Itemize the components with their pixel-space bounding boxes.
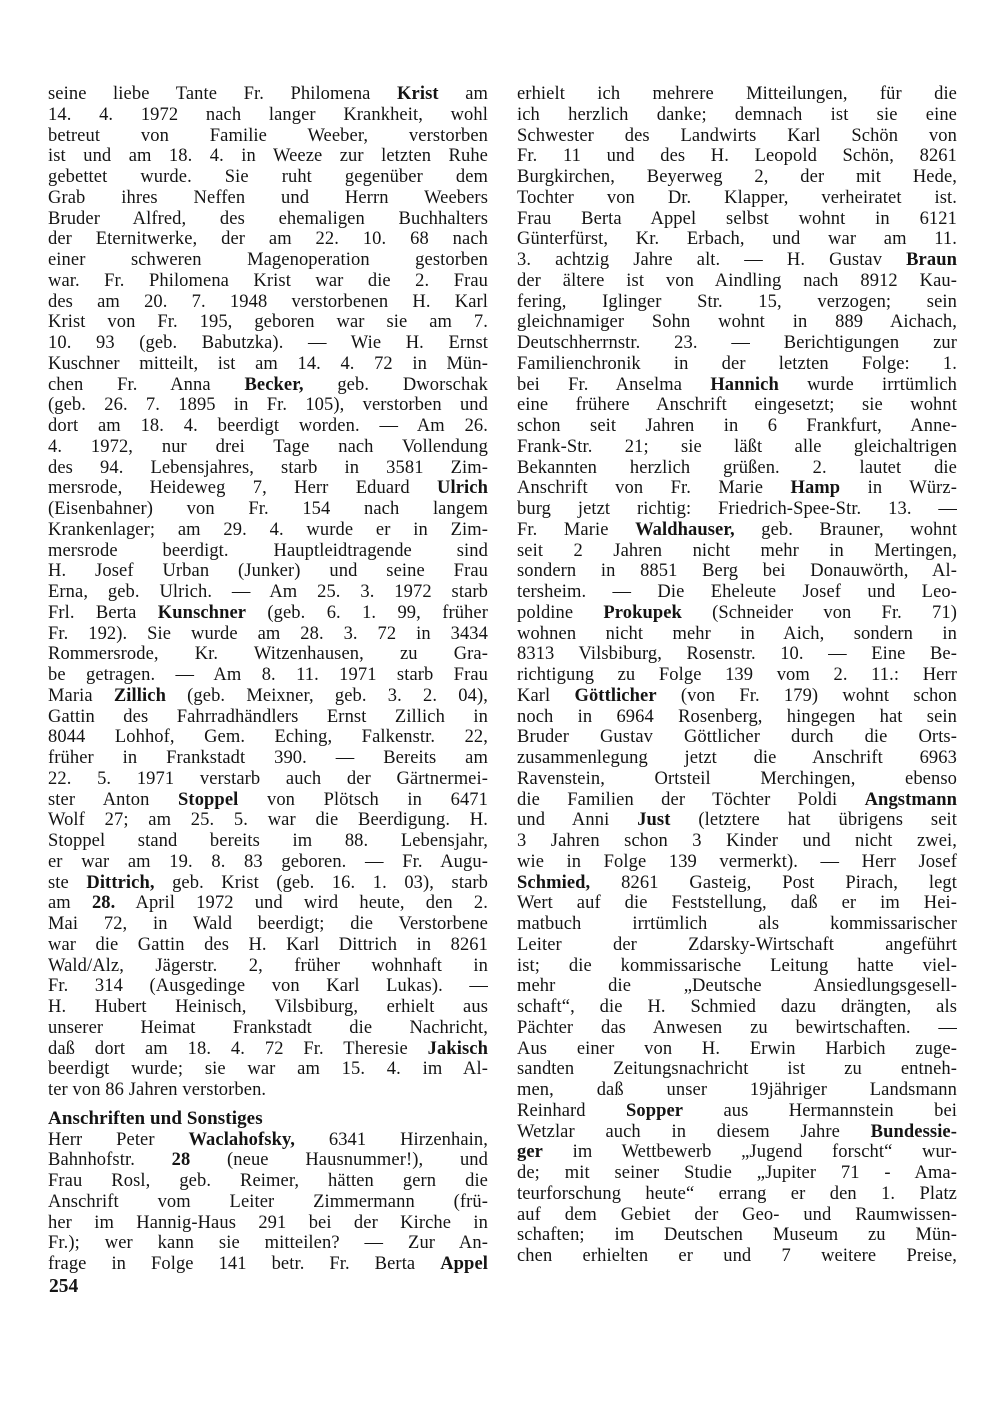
text-line: Bruder Gustav Göttlicher durch die Orts-	[517, 727, 957, 748]
text-line: matbuch irrtümlich als kommissarischer	[517, 914, 957, 934]
text-line: ste Dittrich, geb. Krist (geb. 16. 1. 03), starb	[48, 872, 488, 893]
text-columns	[48, 84, 957, 1275]
text-line: wie in Folge 139 vermerkt). — Herr Josef	[517, 851, 957, 872]
text-line: die Familien der Töchter Poldi Angstmann	[517, 789, 957, 810]
text-line: seine liebe Tante Fr. Philomena Krist am	[48, 84, 488, 104]
text-line: Pächter das Anwesen zu bewirtschaften. —	[517, 1017, 957, 1038]
text-line: Ravenstein, Ortsteil Merchingen, ebenso	[517, 768, 957, 789]
text-line: frage in Folge 141 betr. Fr. Berta Appel	[48, 1254, 488, 1274]
text-line: schaft“, die H. Schmied dazu drängten, als	[517, 997, 957, 1017]
text-line: 8313 Vilsbiburg, Rosenstr. 10. — Eine Be-	[517, 644, 957, 665]
text-line: daß dort am 18. 4. 72 Fr. Theresie Jakisch	[48, 1038, 488, 1059]
text-line: mehr die „Deutsche Ansiedlungsgesell-	[517, 976, 957, 997]
text-line: Anschrift vom Leiter Zimmermann (frü-	[48, 1191, 488, 1212]
text-line: wohnen nicht mehr in Aich, sondern in	[517, 623, 957, 644]
text-line: tersheim. — Die Eheleute Josef und Leo-	[517, 582, 957, 602]
text-line: Fr. Marie Waldhauser, geb. Brauner, wohnt	[517, 519, 957, 540]
text-line: mersrode, Heideweg 7, Herr Eduard Ulrich	[48, 478, 488, 499]
text-line: Herr Peter Waclahofsky, 6341 Hirzenhain,	[48, 1129, 488, 1150]
page-number: 254	[49, 1276, 79, 1297]
text-line: H. Hubert Heinisch, Vilsbiburg, erhielt aus	[48, 997, 488, 1017]
text-line: Deutschherrnstr. 23. — Berichtigungen zur	[517, 333, 957, 353]
text-line: Anschrift von Fr. Marie Hamp in Würz-	[517, 478, 958, 499]
text-line: gleichnamiger Sohn wohnt in 889 Aichach,	[517, 312, 957, 333]
text-line: ich herzlich danke; demnach ist sie eine	[517, 104, 957, 125]
text-line: der Eternitwerke, der am 22. 10. 68 nach	[48, 229, 488, 250]
text-line: Rommersrode, Kr. Witzenhausen, zu Gra-	[48, 644, 488, 665]
text-line: eine frühere Anschrift eingesetzt; sie wohnt	[517, 395, 957, 416]
text-line: her im Hannig-Haus 291 bei der Kirche in	[48, 1212, 488, 1233]
text-line: Erna, geb. Ulrich. — Am 25. 3. 1972 starb	[48, 582, 488, 602]
text-column-left	[48, 84, 488, 1275]
text-line: Fr. 192). Sie wurde am 28. 3. 72 in 3434	[48, 623, 488, 644]
text-line: Bekannten herzlich grüßen. 2. lautet die	[517, 457, 957, 478]
text-line: Frank-Str. 21; sie läßt alle gleichaltrigen	[517, 436, 957, 457]
text-line: Krist von Fr. 195, geboren war sie am 7.	[48, 312, 488, 333]
text-line: Tochter von Dr. Klapper, verheiratet ist.	[517, 187, 957, 208]
text-line: er war am 19. 8. 83 geboren. — Fr. Augu-	[48, 851, 488, 872]
text-line: Frau Rosl, geb. Reimer, hätten gern die	[48, 1171, 488, 1191]
text-column-right	[517, 84, 957, 1275]
section-heading: Anschriften und Sonstiges	[48, 1107, 263, 1129]
text-line: Wetzlar auch in diesem Jahre Bundessie-	[517, 1121, 957, 1142]
text-line: des am 20. 7. 1948 verstorbenen H. Karl	[48, 291, 488, 312]
text-line: (geb. 26. 7. 1895 in Fr. 105), verstorben und	[48, 395, 488, 416]
text-line: unserer Heimat Frankstadt die Nachricht,	[48, 1017, 488, 1038]
text-line: Frau Berta Appel selbst wohnt in 6121	[517, 208, 957, 229]
text-line: des 94. Lebensjahres, starb in 3581 Zim-	[48, 457, 488, 478]
text-line: 8044 Lohhof, Gem. Eching, Falkenstr. 22,	[48, 727, 488, 748]
text-line: ist und am 18. 4. in Weeze zur letzten Ruhe	[48, 146, 488, 167]
text-line: früher in Frankstadt 390. — Bereits am	[48, 748, 488, 768]
text-line: Maria Zillich (geb. Meixner, geb. 3. 2. 04),	[48, 685, 488, 706]
text-line: war die Gattin des H. Karl Dittrich in 8261	[48, 934, 488, 955]
text-line: Schmied, 8261 Gasteig, Post Pirach, legt	[517, 872, 957, 893]
text-line: teurforschung heute“ errang er den 1. Platz	[517, 1183, 957, 1204]
text-line: und Anni Just (letztere hat übrigens seit	[517, 810, 957, 831]
text-line: betreut von Familie Weeber, verstorben	[48, 125, 488, 146]
text-line: ger im Wettbewerb „Jugend forscht“ wur-	[517, 1142, 957, 1163]
text-line: einer schweren Magenoperation gestorben	[48, 250, 488, 270]
text-line: mersrode beerdigt. Hauptleidtragende sind	[48, 540, 488, 561]
text-line: Leiter der Zdarsky-Wirtschaft angeführt	[517, 934, 957, 955]
text-line: 14. 4. 1972 nach langer Krankheit, wohl	[48, 104, 488, 125]
text-line: war. Fr. Philomena Krist war die 2. Frau	[48, 270, 488, 291]
text-line: men, daß unser 19jähriger Landsmann	[517, 1080, 957, 1100]
text-line: am 28. April 1972 und wird heute, den 2.	[48, 893, 488, 914]
text-line: Günterfürst, Kr. Erbach, und war am 11.	[517, 229, 957, 250]
text-line: 3 Jahren schon 3 Kinder und nicht zwei,	[517, 831, 957, 851]
text-line: 3. achtzig Jahre alt. — H. Gustav Braun	[517, 250, 957, 270]
text-line: Bruder Alfred, des ehemaligen Buchhalters	[48, 208, 488, 229]
text-line: sandten Zeitungsnachricht ist zu entneh-	[517, 1059, 957, 1080]
text-line: richtigung zu Folge 139 vom 2. 11.: Herr	[517, 665, 957, 685]
text-line: Grab ihres Neffen und Herrn Weebers	[48, 187, 488, 208]
text-line: de; mit seiner Studie „Jupiter 71 - Ama-	[517, 1163, 957, 1183]
text-line: Frl. Berta Kunschner (geb. 6. 1. 99, früher	[48, 602, 488, 623]
text-line: sondern in 8851 Berg bei Donauwörth, Al-	[517, 561, 957, 582]
text-line: ist; die kommissarische Leitung hatte viel-	[517, 955, 957, 976]
text-line: Familienchronik in der letzten Folge: 1.	[517, 353, 957, 374]
text-line: 10. 93 (geb. Babutzka). — Wie H. Ernst	[48, 333, 488, 353]
text-line: ter von 86 Jahren verstorben.	[48, 1080, 267, 1100]
text-line: chen Fr. Anna Becker, geb. Dworschak	[48, 374, 488, 395]
text-line: Wolf 27; am 25. 5. war die Beerdigung. H.	[48, 810, 488, 831]
text-line: noch in 6964 Rosenberg, hingegen hat sein	[517, 706, 957, 727]
text-line: Stoppel stand bereits im 88. Lebensjahr,	[48, 831, 488, 851]
text-line: Karl Göttlicher (von Fr. 179) wohnt schon	[517, 685, 957, 706]
text-line: schon seit Jahren in 6 Frankfurt, Anne-	[517, 416, 957, 436]
text-line: beerdigt wurde; sie war am 15. 4. im Al-	[48, 1059, 488, 1080]
text-line: erhielt ich mehrere Mitteilungen, für die	[517, 84, 957, 104]
text-line: Mai 72, in Wald beerdigt; die Verstorbene	[48, 914, 488, 934]
text-line: Kuschner mitteilt, ist am 14. 4. 72 in Mün-	[48, 353, 488, 374]
text-line: Aus einer von H. Erwin Harbich zuge-	[517, 1038, 957, 1059]
text-line: 22. 5. 1971 verstarb auch der Gärtnermei-	[48, 768, 488, 789]
text-line: Gattin des Fahrradhändlers Ernst Zillich in	[48, 706, 488, 727]
text-line: der ältere ist von Aindling nach 8912 Kau-	[517, 270, 957, 291]
text-line: Wert auf die Feststellung, daß er im Hei-	[517, 893, 957, 914]
text-line: (Eisenbahner) von Fr. 154 nach langem	[48, 499, 488, 519]
text-line: schaften; im Deutschen Museum zu Mün-	[517, 1225, 957, 1246]
text-line: Fr.); wer kann sie mitteilen? — Zur An-	[48, 1233, 488, 1254]
text-line: dort am 18. 4. beerdigt worden. — Am 26.	[48, 416, 488, 436]
text-line: 4. 1972, nur drei Tage nach Vollendung	[48, 436, 488, 457]
text-line: Fr. 314 (Ausgedinge von Karl Lukas). —	[48, 976, 488, 997]
text-line: chen erhielten er und 7 weitere Preise,	[517, 1246, 957, 1266]
text-line: Bahnhofstr. 28 (neue Hausnummer!), und	[48, 1150, 488, 1171]
text-line: Krankenlager; am 29. 4. wurde er in Zim-	[48, 519, 488, 540]
text-line: be getragen. — Am 8. 11. 1971 starb Frau	[48, 665, 488, 685]
text-line: fering, Iglinger Str. 15, verzogen; sein	[517, 291, 957, 312]
text-line: Schwester des Landwirts Karl Schön von	[517, 125, 957, 146]
text-line: ster Anton Stoppel von Plötsch in 6471	[48, 789, 488, 810]
text-line: poldine Prokupek (Schneider von Fr. 71)	[517, 602, 958, 623]
text-line: Burgkirchen, Beyerweg 2, der mit Hede,	[517, 167, 957, 187]
text-line: gebettet wurde. Sie ruht gegenüber dem	[48, 167, 488, 187]
text-line: auf dem Gebiet der Geo- und Raumwissen-	[517, 1204, 957, 1225]
text-line: H. Josef Urban (Junker) und seine Frau	[48, 561, 488, 582]
text-line: zusammenlegung jetzt die Anschrift 6963	[517, 748, 957, 768]
text-line: bei Fr. Anselma Hannich wurde irrtümlich	[517, 374, 957, 395]
text-line: burg jetzt richtig: Friedrich-Spee-Str. 13. —	[517, 499, 957, 519]
text-line: Wald/Alz, Jägerstr. 2, früher wohnhaft in	[48, 955, 488, 976]
text-line: Reinhard Sopper aus Hermannstein bei	[517, 1100, 957, 1121]
text-line: seit 2 Jahren nicht mehr in Mertingen,	[517, 540, 957, 561]
text-line: Fr. 11 und des H. Leopold Schön, 8261	[517, 146, 957, 167]
